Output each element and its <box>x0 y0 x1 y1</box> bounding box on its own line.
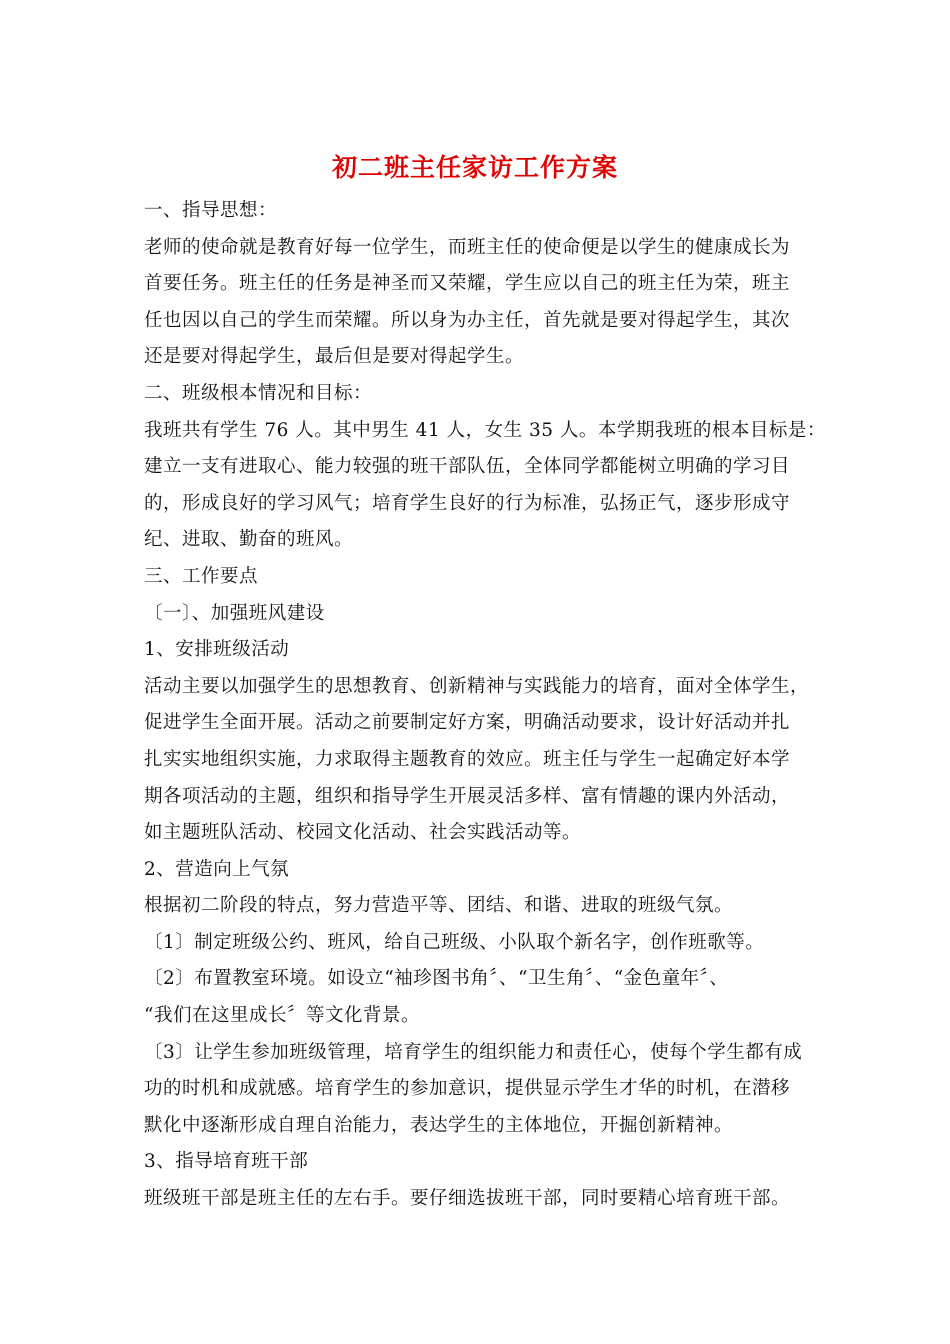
text-line: 〔1〕制定班级公约、班风，给自己班级、小队取个新名字，创作班歌等。 <box>144 931 765 953</box>
document-body <box>144 193 826 1218</box>
text-line: 活动主要以加强学生的思想教育、创新精神与实践能力的培育，面对全体学生， <box>144 675 810 697</box>
document-title: 初二班主任家访工作方案 <box>331 153 618 182</box>
text-line: 如主题班队活动、校园文化活动、社会实践活动等。 <box>144 822 582 844</box>
text-line: “我们在这里成长〞等文化背景。 <box>144 1005 420 1027</box>
text-line: 〔一〕、加强班风建设 <box>144 602 325 624</box>
text-line: 首要任务。班主任的任务是神圣而又荣耀，学生应以自己的班主任为荣，班主 <box>144 273 791 295</box>
text-line: 还是要对得起学生，最后但是要对得起学生。 <box>144 346 525 368</box>
text-line: 默化中逐渐形成自理自治能力，表达学生的主体地位，开掘创新精神。 <box>144 1114 734 1136</box>
text-line: 三、工作要点 <box>144 565 259 587</box>
text-line: 二、班级根本情况和目标： <box>144 382 373 404</box>
text-line: 期各项活动的主题，组织和指导学生开展灵活多样、富有情趣的课内外活动， <box>144 785 791 807</box>
text-line: 功的时机和成就感。培育学生的参加意识，提供显示学生才华的时机，在潜移 <box>144 1078 791 1100</box>
text-line: 促进学生全面开展。活动之前要制定好方案，明确活动要求，设计好活动并扎 <box>144 712 791 734</box>
text-line: 3、指导培育班干部 <box>144 1151 309 1173</box>
text-line: 班级班干部是班主任的左右手。要仔细选拔班干部，同时要精心培育班干部。 <box>144 1188 791 1210</box>
text-line: 扎实实地组织实施，力求取得主题教育的效应。班主任与学生一起确定好本学 <box>144 748 791 770</box>
text-line: 2、营造向上气氛 <box>144 858 290 880</box>
text-line: 任也因以自己的学生而荣耀。所以身为办主任，首先就是要对得起学生，其次 <box>144 309 791 331</box>
text-line: 〔3〕让学生参加班级管理，培育学生的组织能力和责任心，使每个学生都有成 <box>144 1041 803 1063</box>
text-line: 〔2〕布置教室环境。如设立“袖珍图书角〞、“卫生角〞、“金色童年〞、 <box>144 968 729 990</box>
text-line: 纪、进取、勤奋的班风。 <box>144 529 354 551</box>
text-line: 建立一支有进取心、能力较强的班干部队伍，全体同学都能树立明确的学习目 <box>144 456 791 478</box>
text-line: 一、指导思想： <box>144 200 278 221</box>
text-line: 的，形成良好的学习风气；培育学生良好的行为标准，弘扬正气，逐步形成守 <box>144 492 791 514</box>
text-line: 根据初二阶段的特点，努力营造平等、团结、和谐、进取的班级气氛。 <box>144 895 734 917</box>
text-line: 我班共有学生 76 人。其中男生 41 人，女生 35 人。本学期我班的根本目标是： <box>144 419 826 441</box>
text-line: 老师的使命就是教育好每一位学生，而班主任的使命便是以学生的健康成长为 <box>144 236 791 258</box>
text-line: 1、安排班级活动 <box>144 639 290 661</box>
